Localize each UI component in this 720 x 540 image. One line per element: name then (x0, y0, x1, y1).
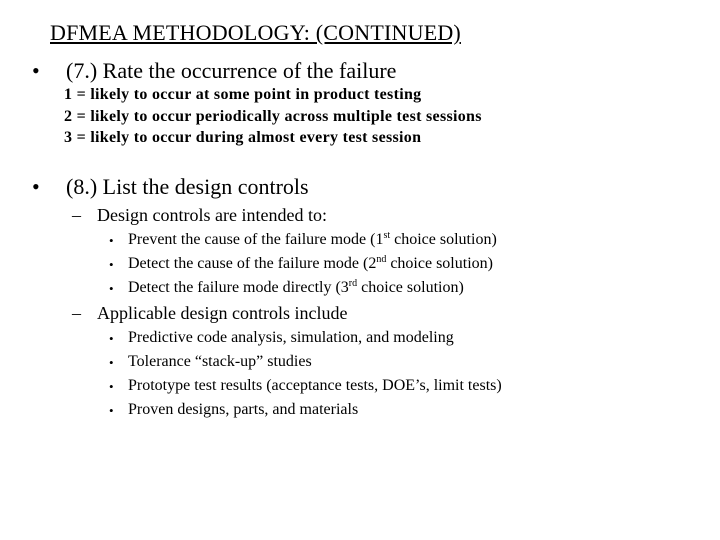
bullet-icon: • (109, 331, 114, 346)
applicable-item-text: Proven designs, parts, and materials (128, 401, 359, 418)
dash-icon: – (72, 303, 81, 323)
bullet-icon: • (109, 233, 114, 248)
occurrence-scale-2: 2 = likely to occur periodically across multiple test sessions (64, 108, 482, 125)
bullet-icon: • (109, 257, 114, 272)
dash-icon: – (72, 205, 81, 225)
applicable-item-text: Predictive code analysis, simulation, and modeling (128, 329, 454, 346)
intended-item-text: Detect the failure mode directly (3rd choice solution) (128, 278, 464, 296)
bullet-icon: • (109, 379, 114, 394)
section-7-heading: (7.) Rate the occurrence of the failure (66, 58, 397, 83)
intended-label: Design controls are intended to: (97, 205, 327, 225)
occurrence-scale-3: 3 = likely to occur during almost every test session (64, 129, 422, 146)
bullet-icon: • (109, 355, 114, 370)
occurrence-scale-1: 1 = likely to occur at some point in product testing (64, 86, 422, 103)
slide-title: DFMEA METHODOLOGY: (CONTINUED) (50, 20, 461, 45)
bullet-icon: • (109, 281, 114, 296)
section-8-heading: (8.) List the design controls (66, 174, 309, 199)
applicable-item-text: Tolerance “stack-up” studies (128, 353, 312, 370)
applicable-label: Applicable design controls include (97, 303, 348, 323)
bullet-icon: • (109, 403, 114, 418)
bullet-icon: • (32, 58, 40, 83)
bullet-icon: • (32, 174, 40, 199)
intended-item-text: Detect the cause of the failure mode (2nd choice solution) (128, 254, 493, 272)
intended-item-text: Prevent the cause of the failure mode (1st choice solution) (128, 230, 497, 248)
applicable-item-text: Prototype test results (acceptance tests, DOE’s, limit tests) (128, 377, 502, 394)
